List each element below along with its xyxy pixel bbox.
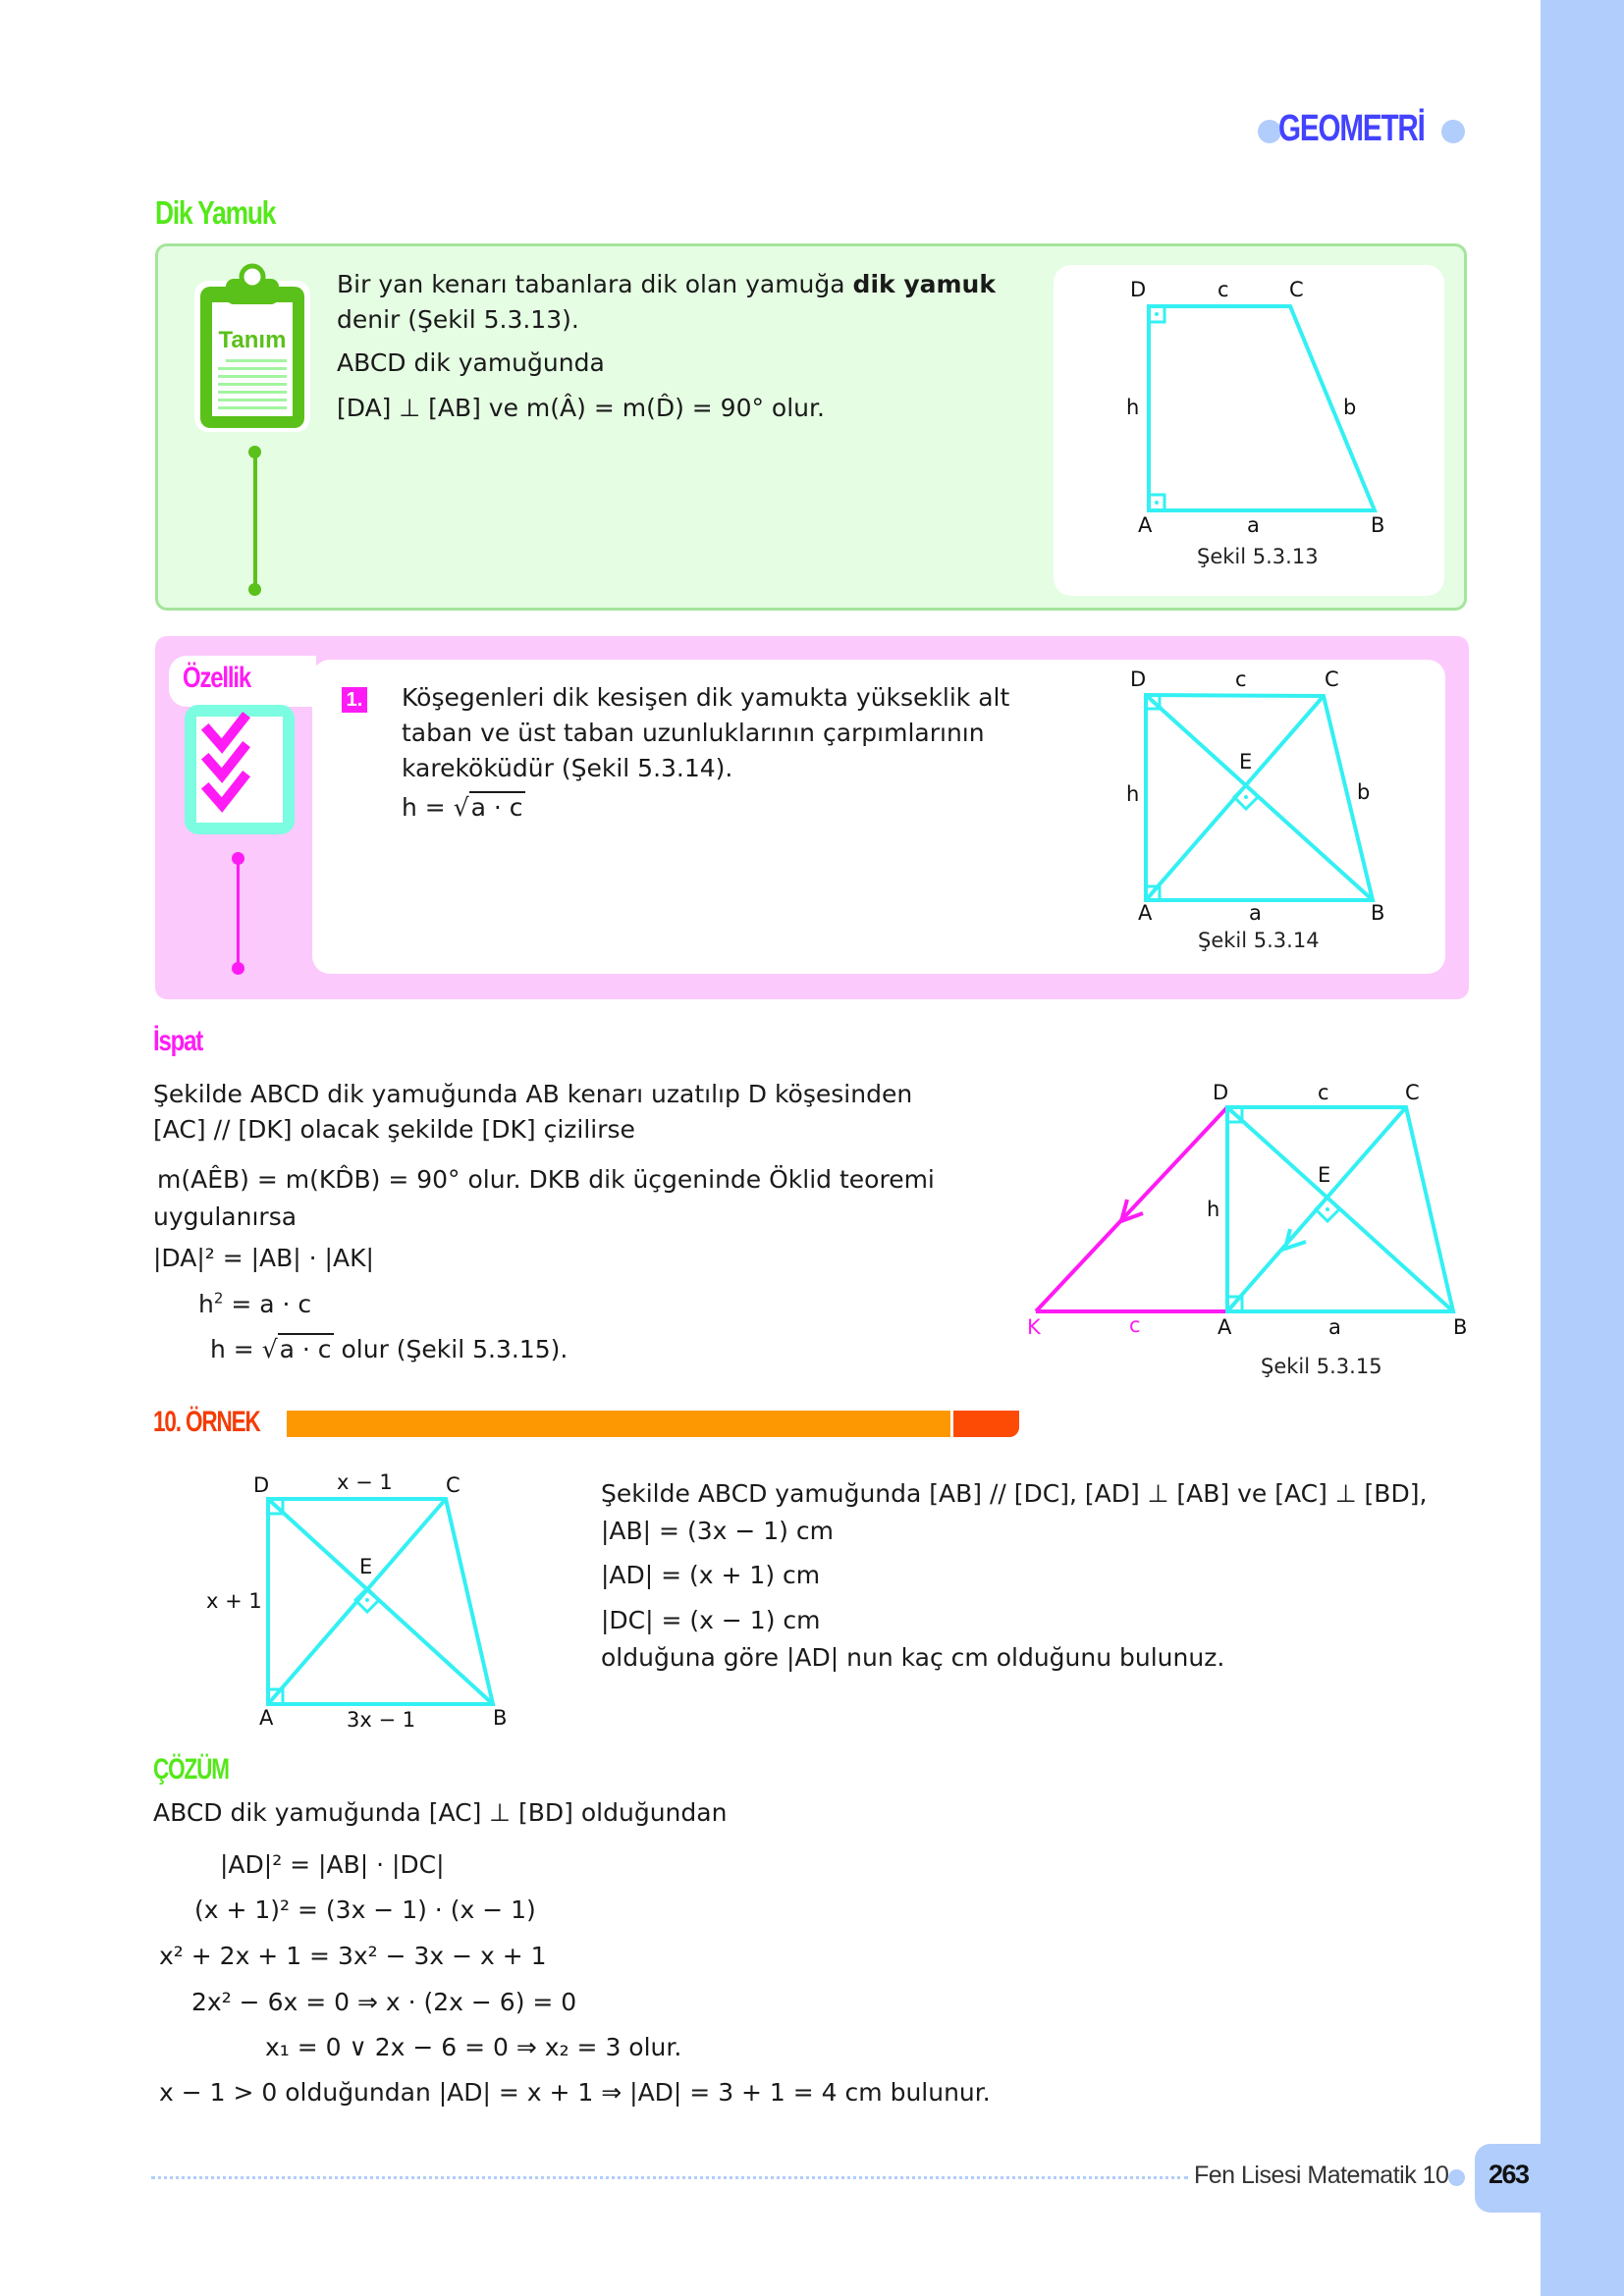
page-number: 263 <box>1489 2160 1529 2189</box>
vertex-label-a: A <box>259 1706 274 1730</box>
vertex-label-b: B <box>1371 901 1385 925</box>
figure-caption: Şekil 5.3.13 <box>1197 545 1319 568</box>
timeline-dot <box>248 583 261 596</box>
side-label-bottom: 3x − 1 <box>347 1708 416 1732</box>
vertex-label-b: B <box>1453 1315 1468 1339</box>
vertex-label-b: B <box>1371 513 1385 537</box>
example-line-4: |DC| = (x − 1) cm <box>601 1606 821 1634</box>
vertex-label-c: C <box>446 1473 460 1497</box>
property-line-2: taban ve üst taban uzunluklarının çarpımlarının <box>402 719 985 747</box>
vertex-label-b: B <box>493 1706 508 1730</box>
proof-line-4: uygulanırsa <box>153 1202 298 1231</box>
vertex-label-d: D <box>1130 278 1147 301</box>
vertex-label-c: C <box>1289 278 1304 301</box>
clipboard-icon <box>192 261 312 434</box>
header-dot-right <box>1441 120 1465 143</box>
heading-dik-yamuk: Dik Yamuk <box>155 194 276 231</box>
vertex-label-e: E <box>359 1555 373 1578</box>
vertex-label-c: C <box>1325 667 1339 691</box>
solution-step-4: 2x² − 6x = 0 ⇒ x · (2x − 6) = 0 <box>191 1988 577 2016</box>
vertex-label-d: D <box>1213 1081 1229 1104</box>
page-side-band <box>1541 0 1624 2296</box>
heading-proof: İspat <box>153 1025 203 1057</box>
vertex-label-c: C <box>1405 1081 1420 1104</box>
side-label-b: b <box>1343 396 1357 419</box>
proof-eq-2: $h^2 = a \cdot c$ <box>198 1289 312 1318</box>
side-label-c: c <box>1318 1081 1329 1104</box>
side-label-h: h <box>1126 782 1140 806</box>
side-label-c: c <box>1218 278 1229 301</box>
side-label-a: a <box>1328 1315 1341 1339</box>
vertex-label-d: D <box>1130 667 1147 691</box>
timeline-line-pink <box>237 858 240 968</box>
timeline-dot <box>248 446 261 458</box>
side-label-left: x + 1 <box>206 1589 262 1613</box>
property-formula: h = √a · c <box>402 793 523 822</box>
proof-line-1: Şekilde ABCD dik yamuğunda AB kenarı uzatılıp D köşesinden <box>153 1080 913 1108</box>
side-label-h: h <box>1126 396 1140 419</box>
proof-line-2: [AC] ∕∕ [DK] olacak şekilde [DK] çizilirse <box>153 1115 635 1144</box>
vertex-label-a: A <box>1218 1315 1232 1339</box>
example-title: 10. ÖRNEK <box>153 1406 260 1438</box>
proof-eq-1: |DA|² = |AB| · |AK| <box>153 1244 374 1272</box>
side-label-kc: c <box>1129 1313 1141 1337</box>
solution-step-5: x₁ = 0 ∨ 2x − 6 = 0 ⇒ x₂ = 3 olur. <box>265 2033 682 2061</box>
property-tab-label: Özellik <box>183 662 250 694</box>
property-line-3: kareköküdür (Şekil 5.3.14). <box>402 754 733 782</box>
example-line-1: Şekilde ABCD yamuğunda [AB] ∕∕ [DC], [AD] ⊥ [AB] ve [AC] ⊥ [BD], <box>601 1479 1428 1508</box>
solution-step-2: (x + 1)² = (3x − 1) · (x − 1) <box>194 1896 536 1924</box>
section-title: GEOMETRİ <box>1278 108 1425 149</box>
proof-line-3: m(AÊB) = m(KD̂B) = 90° olur. DKB dik üçgeninde Öklid teoremi <box>157 1165 935 1194</box>
solution-title: ÇÖZÜM <box>153 1753 229 1786</box>
property-number: 1. <box>342 687 367 713</box>
vertex-label-e: E <box>1318 1163 1331 1187</box>
definition-line-3: ABCD dik yamuğunda <box>337 348 605 377</box>
footer-book-title: Fen Lisesi Matematik 10 <box>1194 2162 1449 2189</box>
solution-step-3: x² + 2x + 1 = 3x² − 3x − x + 1 <box>159 1942 547 1970</box>
timeline-line-green <box>253 450 257 589</box>
vertex-label-a: A <box>1138 901 1153 925</box>
side-label-b: b <box>1357 780 1371 804</box>
figure-caption: Şekil 5.3.15 <box>1261 1355 1382 1378</box>
example-bar-end <box>953 1411 1019 1437</box>
solution-step-1: |AD|² = |AB| · |DC| <box>220 1850 445 1879</box>
property-line-1: Köşegenleri dik kesişen dik yamukta yükseklik alt <box>402 683 1010 712</box>
solution-step-6: x − 1 > 0 olduğundan |AD| = x + 1 ⇒ |AD| = 3 + 1 = 4 cm bulunur. <box>159 2078 991 2107</box>
side-label-c: c <box>1235 667 1247 691</box>
figure-caption: Şekil 5.3.14 <box>1198 929 1320 952</box>
vertex-label-a: A <box>1138 513 1153 537</box>
figure-proof-construction <box>1021 1070 1492 1325</box>
svg-text:Tanım: Tanım <box>218 327 287 353</box>
definition-line-1: Bir yan kenarı tabanlara dik olan yamuğa dik yamuk <box>337 270 996 298</box>
side-label-a: a <box>1249 901 1262 925</box>
example-bar <box>287 1411 950 1437</box>
vertex-label-k: K <box>1027 1315 1041 1339</box>
figure-perpendicular-diagonals <box>1080 658 1492 972</box>
side-label-h: h <box>1207 1198 1220 1221</box>
definition-line-2: denir (Şekil 5.3.13). <box>337 305 579 334</box>
definition-formula: [DA] ⊥ [AB] ve m(Â) = m(D̂) = 90° olur. <box>337 394 825 422</box>
footer-dot <box>1448 2169 1465 2186</box>
timeline-dot <box>232 852 244 865</box>
timeline-dot <box>232 962 244 975</box>
side-label-a: a <box>1247 513 1260 537</box>
proof-eq-3: h = √a · c olur (Şekil 5.3.15). <box>210 1335 568 1363</box>
example-line-5: olduğuna göre |AD| nun kaç cm olduğunu bulunuz. <box>601 1643 1225 1672</box>
vertex-label-d: D <box>253 1473 270 1497</box>
solution-intro: ABCD dik yamuğunda [AC] ⊥ [BD] olduğundan <box>153 1798 728 1827</box>
footer-dotted-rule <box>151 2176 1188 2179</box>
checklist-icon <box>183 703 297 836</box>
side-label-top: x − 1 <box>337 1470 393 1494</box>
example-line-2: |AB| = (3x − 1) cm <box>601 1517 834 1545</box>
example-line-3: |AD| = (x + 1) cm <box>601 1561 821 1589</box>
vertex-label-e: E <box>1239 750 1253 774</box>
